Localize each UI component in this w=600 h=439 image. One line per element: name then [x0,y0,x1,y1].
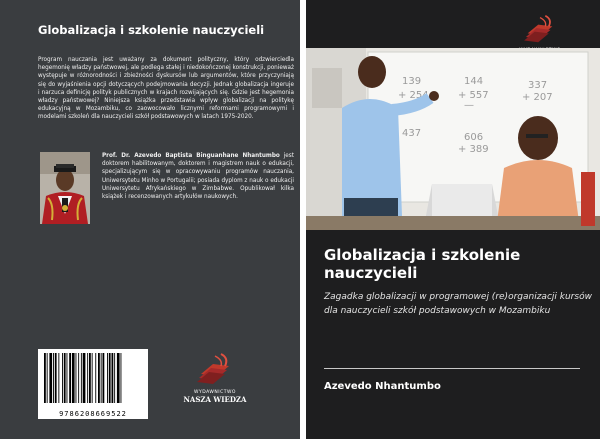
barcode-bar [121,353,122,403]
barcode-bar [49,353,52,403]
barcode [38,349,148,419]
barcode-bar [92,353,93,403]
barcode-bar [47,353,48,403]
front-cover-subtitle: Zagadka globalizacji w programowej (re)organizacji kursów dla nauczycieli szkół podstawowych w Mozambiku [324,292,592,316]
book-logo-icon [522,14,558,44]
cover-photo [306,48,600,230]
board-num-r1: + 207 [522,92,553,103]
barcode-bar [62,353,63,403]
divider [324,368,580,369]
barcode-bar [72,353,75,403]
barcode-bar [114,353,115,403]
barcode-bar [89,353,91,403]
barcode-bar [58,353,59,403]
board-num-m0: 144 [464,76,484,87]
author-photo [40,152,90,224]
barcode-bar [76,353,77,403]
barcode-bar [69,353,71,403]
front-cover-title: Globalizacja i szkolenie nauczycieli [324,246,521,282]
back-cover-title: Globalizacja i szkolenie nauczycieli [38,23,265,37]
barcode-bar [95,353,96,403]
board-num-l3: 437 [402,128,422,139]
back-cover-description: Program nauczania jest uważany za dokument polityczny, który odzwierciedla hegemonię władzy państwowej, ale podlega stałej i niedokończonej konstrukcji, ponieważ występuje w różnorodności i zbieżności dyskursów lub argumentów, które przyczyniają się do wyjaśnienia opcji dotyczących podejmowania decyzji. Jednak globalizacja ingeruje i narzuca definicję polityk publicznych w krajach rozwijających się. Gdzie jest hegemonia władzy państwowej? Niniejsza książka przedstawia wpływ globalizacji na politykę edukacyjną w Mozambiku, co zaowocowało licznymi reformami programowymi i modelami szkoleń dla nauczycieli szkół podstawowych w latach 1975-2020. [38,57,294,121]
publisher-small-label: WYDAWNICTWO [194,390,236,395]
isbn-number: 9786208669522 [59,410,127,418]
board-num-l2: — [402,100,412,111]
barcode-bar [109,353,111,403]
barcode-bar [103,353,105,403]
board-num-m3: 606 [464,132,484,143]
barcode-bar [112,353,114,403]
barcode-bar [83,353,86,403]
barcode-bar [87,353,88,403]
board-num-l1: + 254 [398,90,429,101]
barcode-bar [55,353,57,403]
board-num-l0: 139 [402,76,422,87]
board-num-m1: + 557 [458,90,489,101]
board-num-m4: + 389 [458,144,489,155]
barcode-bar [44,353,46,403]
accent-strip [581,172,595,226]
front-cover-author: Azevedo Nhantumbo [324,381,441,392]
barcode-bar [64,353,66,403]
barcode-bar [98,353,100,403]
author-bio [102,152,294,201]
author-bio-name: Prof. Dr. Azevedo Baptista Binguanhane Nhantumbo [102,153,280,159]
barcode-bar [107,353,108,403]
author-bio-text: jest doktorem habilitowanym, doktorem i magistrem nauk o edukacji, specjalizującym się w opracowywaniu programów nauczania, Uniwersytetu Minho w Portugalii; posiada dyplom z nauk o edukacji Uniwersytetu Afrykańskiego w Zimbabwe. Opublikował kilka książek i recenzowanych artykułów naukowych. [102,153,294,201]
barcode-bar [81,353,82,403]
book-logo-icon [195,352,235,386]
board-num-m2: — [464,100,474,111]
barcode-bar [101,353,102,403]
barcode-bar [67,353,68,403]
barcode-bars [38,349,148,407]
barcode-bar [53,353,54,403]
board-num-r0: 337 [528,80,548,91]
publisher-logo-back [178,352,252,412]
barcode-bar [117,353,120,403]
publisher-name: NASZA WIEDZA [183,395,247,404]
barcode-bar [78,353,79,403]
